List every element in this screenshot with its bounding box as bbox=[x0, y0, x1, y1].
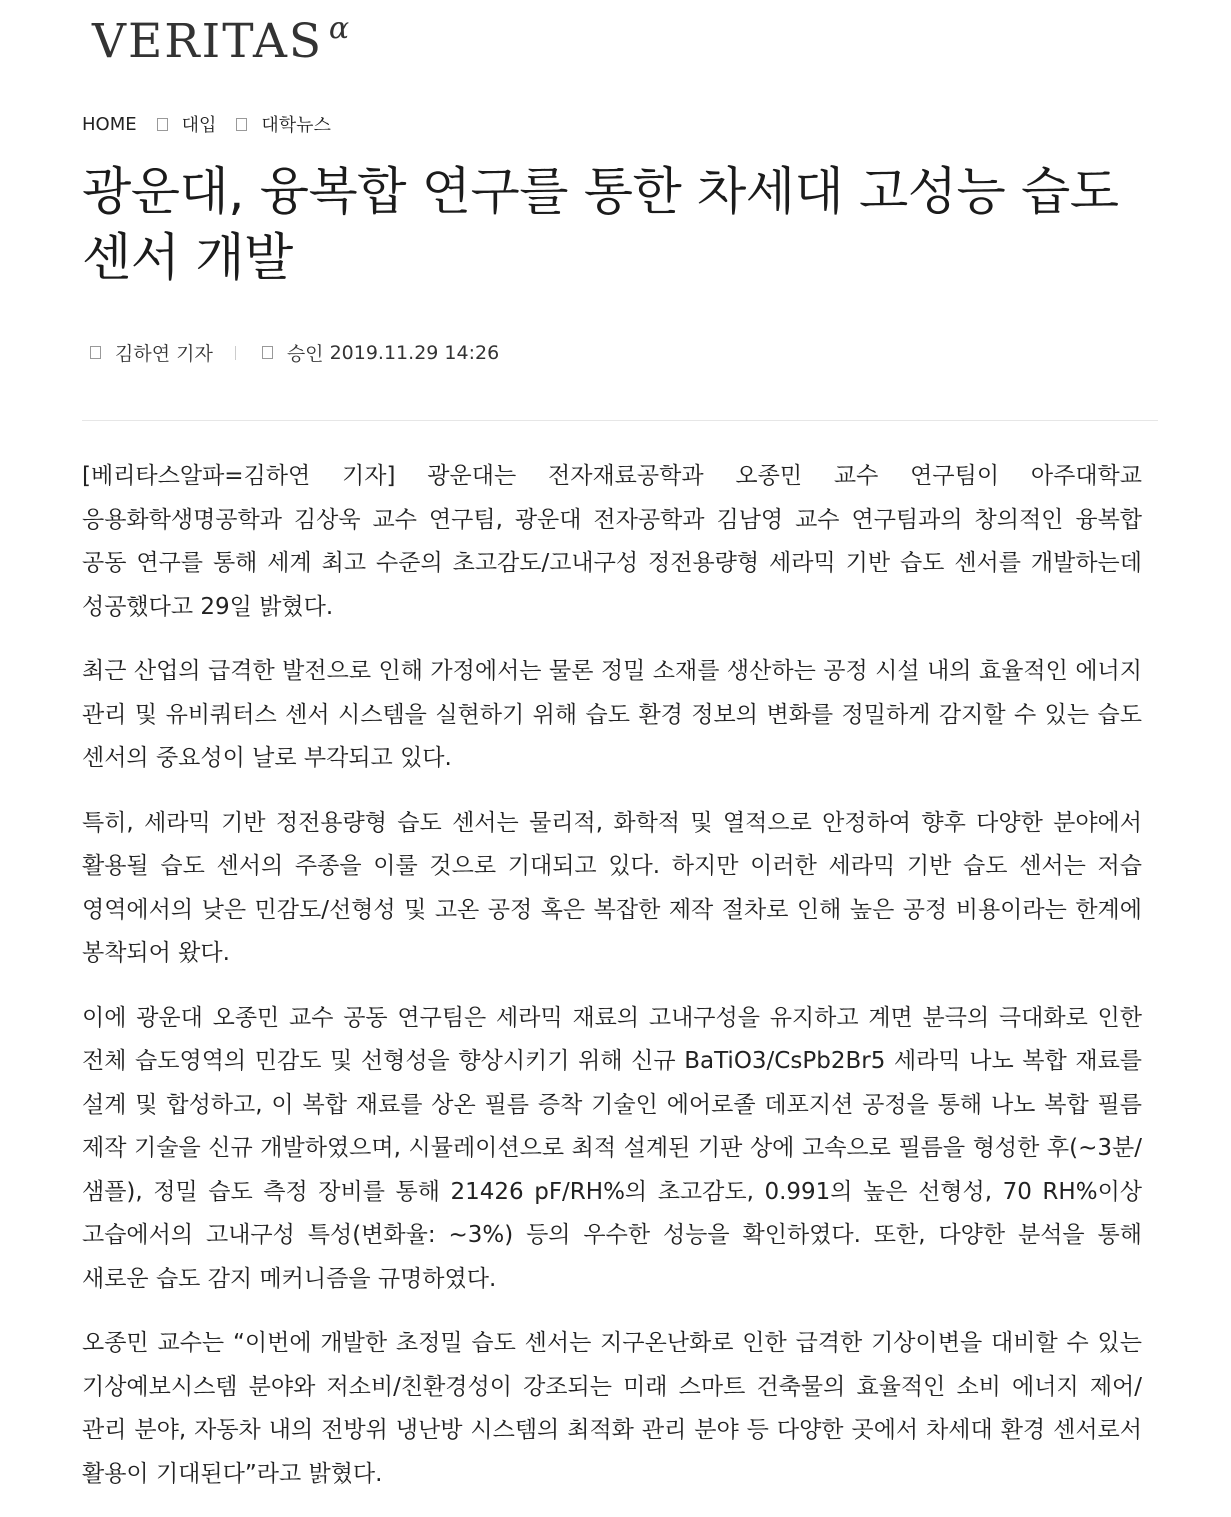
header-divider bbox=[82, 420, 1158, 421]
approved-label: 승인 bbox=[286, 343, 324, 365]
clock-icon bbox=[262, 346, 273, 359]
article-meta bbox=[90, 339, 499, 366]
article-paragraph: 이에 광운대 오종민 교수 공동 연구팀은 세라믹 재료의 고내구성을 유지하고 계면 분극의 극대화로 인한 전체 습도영역의 민감도 및 선형성을 향상시키기 위해 신규 BaTiO3/CsPb2Br5 세라믹 나노 복합 재료를 설계 및 합성하고, 이 복합 재료를 상온 필름 증착 기술인 에어로졸 데포지션 공정을 통해 나노 복합 필름 제작 기술을 신규 개발하였으며, 시뮬레이션으로 최적 설계된 기판 상에 고속으로 필름을 형성한 후(~3분/샘플), 정밀 습도 측정 장비를 통해 21426 pF/RH%의 초고감도, 0.991의 높은 선형성, 70 RH%이상 고습에서의 고내구성 특성(변화율: ~3%) 등의 우수한 성능을 확인하였다. 또한, 다양한 분석을 통해 새로운 습도 감지 메커니즘을 규명하였다. bbox=[82, 1004, 1142, 1292]
article-paragraph: 오종민 교수는 “이번에 개발한 초정밀 습도 센서는 지구온난화로 인한 급격한 기상이변을 대비할 수 있는 기상예보시스템 분야와 저소비/친환경성이 강조되는 미래 스마트 건축물의 효율적인 소비 에너지 제어/관리 분야, 자동차 내의 전방위 냉난방 시스템의 최적화 관리 분야 등 다양한 곳에서 차세대 환경 센서로서 활용이 기대된다”라고 밝혔다. bbox=[82, 1330, 1142, 1487]
breadcrumb-separator-icon bbox=[157, 118, 168, 131]
meta-divider bbox=[235, 346, 236, 360]
breadcrumb-home-link[interactable]: HOME bbox=[82, 113, 137, 135]
article-paragraph: 최근 산업의 급격한 발전으로 인해 가정에서는 물론 정밀 소재를 생산하는 공정 시설 내의 효율적인 에너지 관리 및 유비쿼터스 센서 시스템을 실현하기 위해 습도 환경 정보의 변화를 정밀하게 감지할 수 있는 습도 센서의 중요성이 날로 부각되고 있다. bbox=[82, 658, 1142, 771]
article-body bbox=[82, 455, 1142, 1517]
site-logo[interactable] bbox=[92, 11, 350, 69]
logo-text: VERITAS bbox=[92, 14, 324, 69]
article-author: 김하연 기자 bbox=[115, 343, 213, 365]
article-paragraph: [베리타스알파=김하연 기자] 광운대는 전자재료공학과 오종민 교수 연구팀이 아주대학교 응용화학생명공학과 김상욱 교수 연구팀, 광운대 전자공학과 김남영 교수 연구팀과의 창의적인 융복합 공동 연구를 통해 세계 최고 수준의 초고감도/고내구성 정전용량형 세라믹 기반 습도 센서를 개발하는데 성공했다고 29일 밝혔다. bbox=[82, 463, 1142, 620]
breadcrumb bbox=[82, 111, 331, 137]
logo-alpha-superscript: α bbox=[328, 11, 350, 46]
breadcrumb-subsection-link[interactable]: 대학뉴스 bbox=[261, 115, 331, 136]
author-icon bbox=[90, 346, 101, 359]
article-paragraph: 특히, 세라믹 기반 정전용량형 습도 센서는 물리적, 화학적 및 열적으로 안정하여 향후 다양한 분야에서 활용될 습도 센서의 주종을 이룰 것으로 기대되고 있다. 하지만 이러한 세라믹 기반 습도 센서는 저습 영역에서의 낮은 민감도/선형성 및 고온 공정 혹은 복잡한 제작 절차로 인해 높은 공정 비용이라는 한계에 봉착되어 왔다. bbox=[82, 809, 1142, 966]
article-title: 광운대, 융복합 연구를 통한 차세대 고성능 습도 센서 개발 bbox=[82, 163, 1119, 288]
breadcrumb-section-link[interactable]: 대입 bbox=[181, 115, 217, 136]
breadcrumb-separator-icon bbox=[236, 118, 247, 131]
approved-datetime: 2019.11.29 14:26 bbox=[329, 341, 500, 364]
